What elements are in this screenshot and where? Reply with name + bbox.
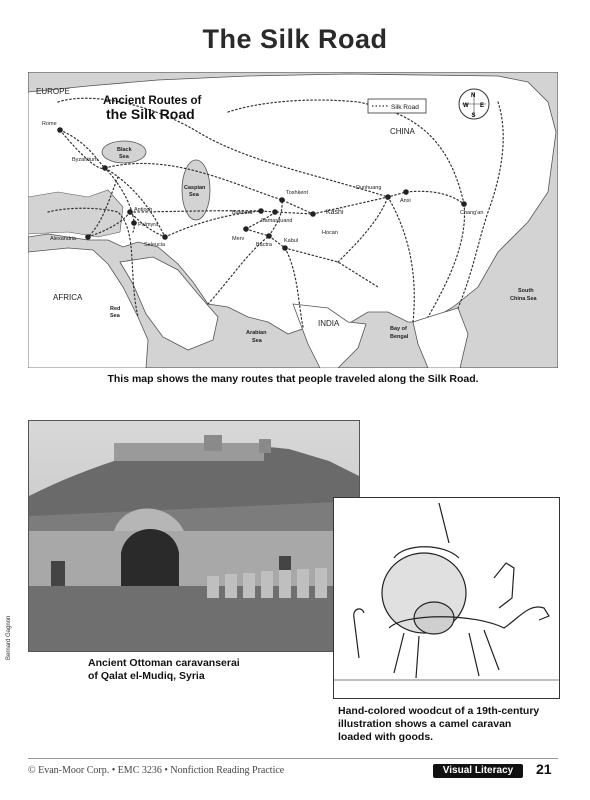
label-merv: Merv [232,236,245,242]
map-title-line1: Ancient Routes of [103,95,202,107]
label-arabian-1: Arabian [246,330,267,336]
label-caspian-1: Caspian [184,185,206,191]
footer-publisher: © Evan-Moor Corp. • EMC 3236 • Nonfiction Reading Practice [28,765,285,776]
city-dot-bakbora [258,208,264,214]
city-dot-seleucia [162,234,168,240]
label-south-china-1: South [518,288,534,294]
label-rome: Rome [42,121,57,127]
label-kabul: Kabul [284,238,299,244]
label-black-sea-2: Sea [119,154,129,160]
compass-w: W [463,103,469,109]
label-south-china-2: China Sea [510,296,537,302]
footer-divider [28,758,558,759]
label-kashi: Kashi [326,209,344,216]
section-badge: Visual Literacy [433,764,523,778]
map-title-line2: the Silk Road [106,106,195,122]
label-bakbora: Bakbora [232,210,253,216]
label-dunhuang: Dunhuang [356,185,382,191]
photo-caption-line1: Ancient Ottoman caravanserai [88,657,240,669]
label-seleucia: Seleucia [144,242,166,248]
label-bactra: Bactra [256,242,272,248]
city-dot-samarquand [272,209,278,215]
photo-caption-line2: of Qalat el-Mudiq, Syria [88,670,205,682]
city-dot-palmyra [131,220,137,226]
label-bengal-2: Bengal [390,334,409,340]
city-dot-dunhuang [385,194,391,200]
woodcut-caption-line1: Hand-colored woodcut of a 19th-century [338,705,540,717]
compass-s: S [471,113,476,119]
label-hocan: Hocan [322,230,338,236]
label-changan: Chang'an [460,210,484,216]
label-palmyra: Palmyra [138,222,159,228]
woodcut-caption-line2: illustration shows a camel caravan [338,718,512,730]
region-europe: EUROPE [36,87,70,96]
region-india: INDIA [318,319,340,328]
city-dot-kabul [282,245,288,251]
label-alexandria: Alexandria [50,236,76,242]
label-bengal-1: Bay of [390,326,407,332]
label-antioch: Antioch [134,207,153,213]
mediterranean [28,190,123,237]
city-dot-merv [243,226,249,232]
city-dot-kashi [310,211,316,217]
city-dot-byzantium [102,165,108,171]
city-dot-toshkent [279,197,285,203]
city-dot-rome [57,127,63,133]
compass-icon [459,89,489,119]
region-china: CHINA [390,127,415,136]
city-dot-alexandria [85,234,91,240]
city-dot-bactra [266,233,272,239]
label-red-2: Sea [110,313,120,319]
map-caption: This map shows the many routes that people traveled along the Silk Road. [107,373,479,385]
label-arabian-2: Sea [252,338,262,344]
legend-label: Silk Road [391,104,419,111]
label-anxi: Anxi [400,198,411,204]
caravanserai-photo [28,420,360,652]
label-byzantium: Byzantium [72,157,98,163]
woodcut-caption [338,705,563,744]
city-dot-changan [461,201,467,207]
city-dot-antioch [127,209,133,215]
camel-woodcut-image [333,497,560,699]
silk-road-map [28,72,558,368]
page-number: 21 [536,761,552,777]
label-black-sea-1: Black [117,147,132,153]
photo-credit: Bernard Gagnon [6,615,12,660]
photo-caption [88,657,308,683]
compass-e: E [480,103,485,109]
city-dot-anxi [403,189,409,195]
woodcut-caption-line3: loaded with goods. [338,731,434,743]
label-caspian-2: Sea [189,192,199,198]
page-title: The Silk Road [202,24,388,54]
region-africa: AFRICA [53,293,83,302]
label-red-1: Red [110,306,121,312]
compass-n: N [471,93,476,99]
label-samarquand: Samarquand [261,218,293,224]
map-legend [368,99,426,113]
label-toshkent: Toshkent [286,190,309,196]
